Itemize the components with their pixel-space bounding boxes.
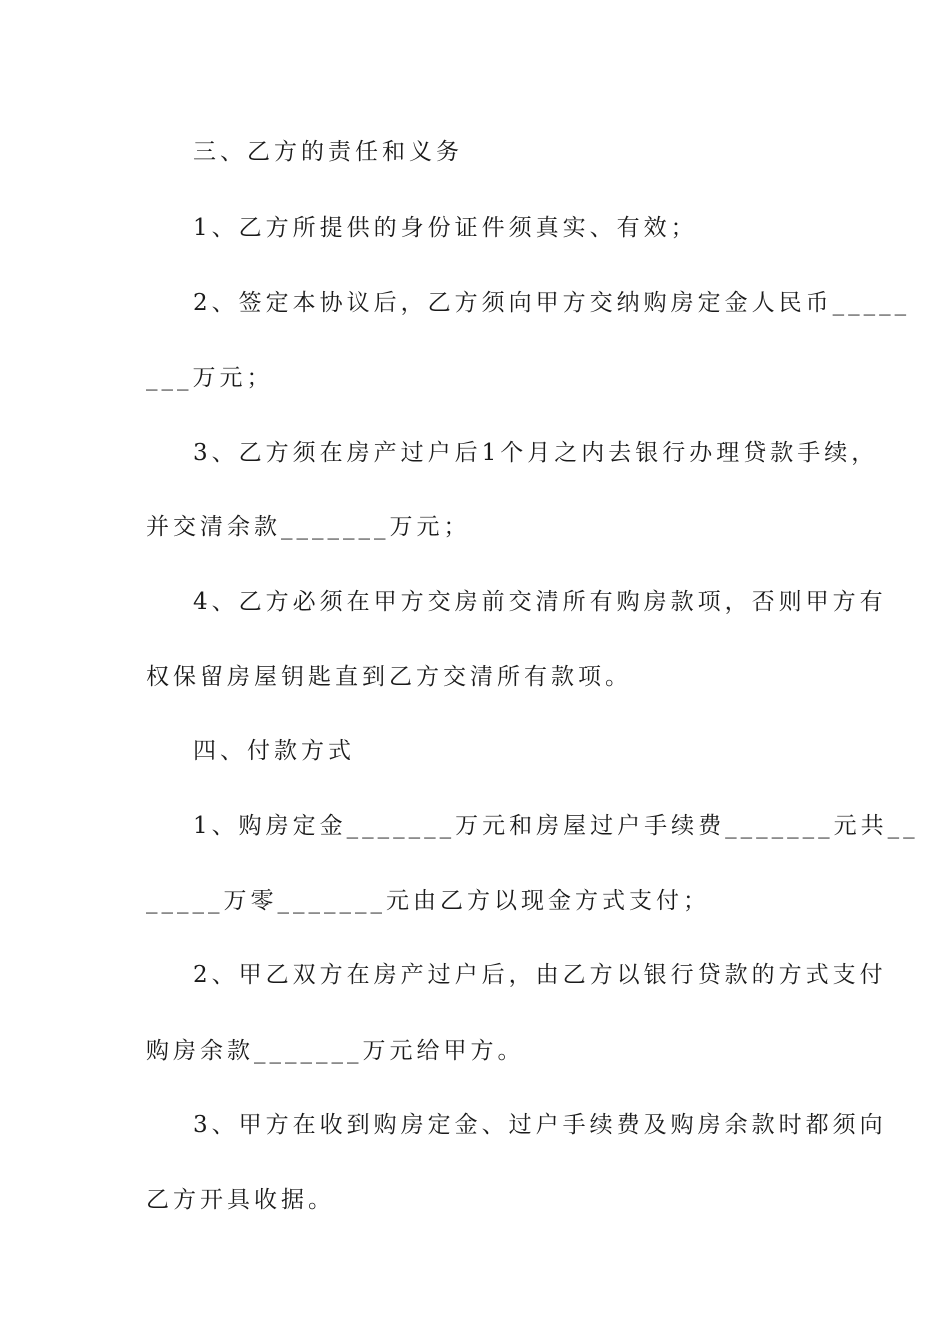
section-heading-3: 三、乙方的责任和义务 [193,139,463,165]
clause-4-2-line1: 2、甲乙双方在房产过户后，由乙方以银行贷款的方式支付 [193,962,887,988]
clause-4-3-line2: 乙方开具收据。 [146,1187,335,1213]
clause-3-3-line1: 3、乙方须在房产过户后1个月之内去银行办理贷款手续， [193,440,879,466]
clause-4-1-line2: _____万零_______元由乙方以现金方式支付； [146,888,710,914]
clause-4-1-line1: 1、购房定金_______万元和房屋过户手续费_______元共__ [193,813,919,839]
clause-4-3-line1: 3、甲方在收到购房定金、过户手续费及购房余款时都须向 [193,1112,887,1138]
clause-4-2-line2: 购房余款_______万元给甲方。 [146,1038,525,1064]
clause-3-1: 1、乙方所提供的身份证件须真实、有效； [193,215,698,241]
clause-3-2-line1: 2、签定本协议后，乙方须向甲方交纳购房定金人民币_____ [193,290,911,316]
clause-3-3-line2: 并交清余款_______万元； [146,514,471,540]
clause-3-4-line1: 4、乙方必须在甲方交房前交清所有购房款项，否则甲方有 [193,589,887,615]
clause-3-2-line2: ___万元； [146,365,274,391]
clause-3-4-line2: 权保留房屋钥匙直到乙方交清所有款项。 [146,664,632,690]
section-heading-4: 四、付款方式 [193,738,355,764]
